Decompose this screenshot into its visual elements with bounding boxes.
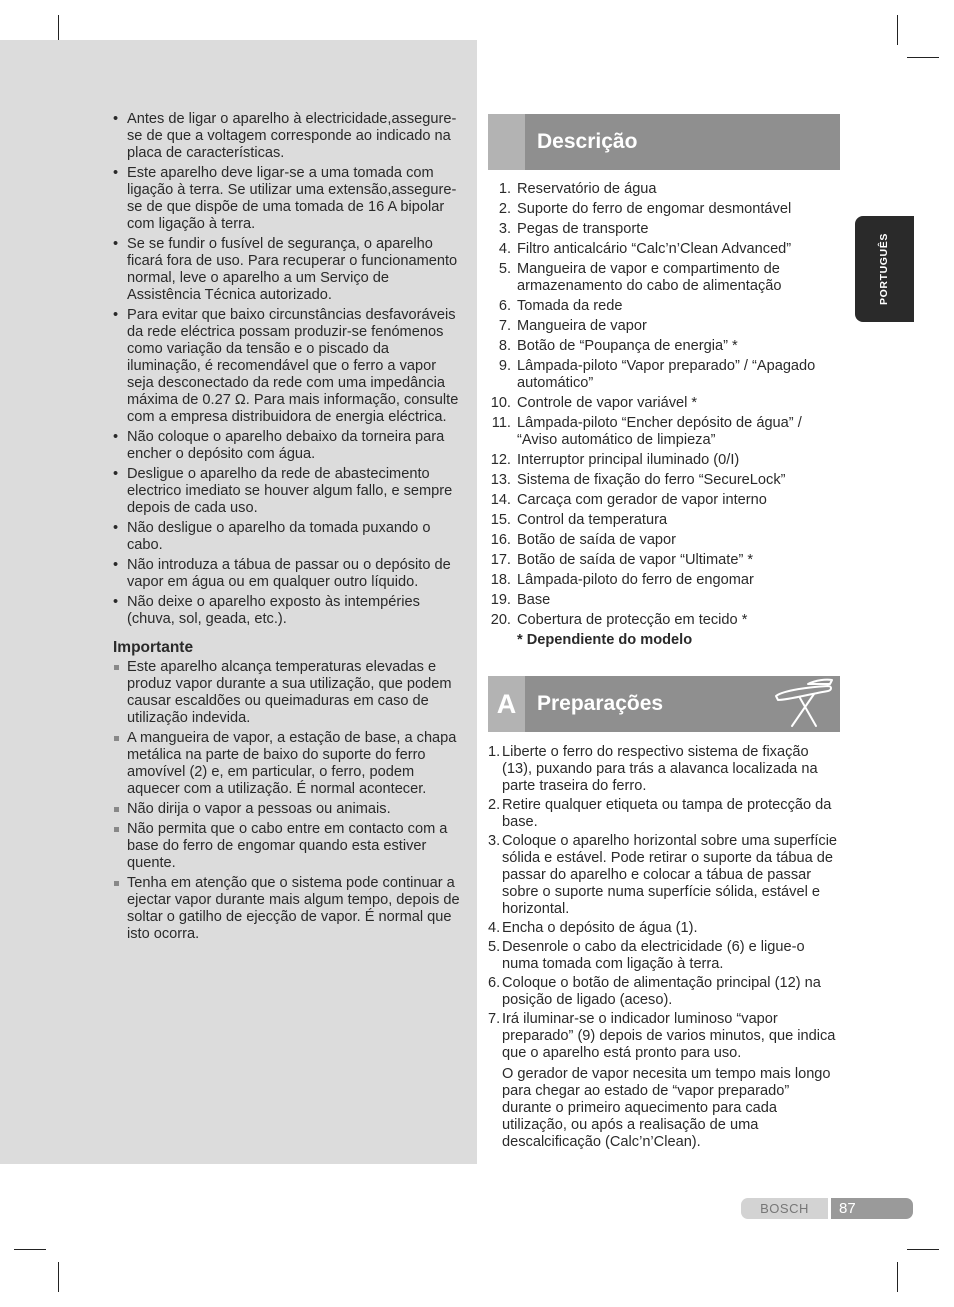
list-item: 10. Controle de vapor variável * bbox=[490, 395, 698, 411]
list-item: 18. Lâmpada-piloto do ferro de engomar bbox=[490, 572, 754, 588]
section-letter: A bbox=[488, 676, 525, 732]
crop-mark bbox=[14, 1249, 46, 1250]
list-item: 15. Control da temperatura bbox=[490, 512, 668, 528]
safety-bullet: • Não desligue o aparelho da tomada puxando o cabo. bbox=[112, 520, 466, 554]
list-item: 6. Tomada da rede bbox=[498, 298, 623, 314]
safety-bullet: • Se se fundir o fusível de segurança, o aparelho ficará fora de uso. Para recuperar o funcionamento normal, leve o aparelho a um Serviço de Assistência Técnica autorizado. bbox=[112, 236, 466, 304]
list-item: 5. Mangueira de vapor e compartimento de armazenamento do cabo de alimentação bbox=[498, 261, 782, 294]
preparacoes-title: Preparações bbox=[537, 692, 664, 715]
important-item: Tenha em atenção que o sistema pode continuar a ejectar vapor durante mais algum tempo, depois de soltar o gatilho de ejecção de vapor. É normal que isto ocorra. bbox=[112, 875, 466, 943]
list-item: 16. Botão de saída de vapor bbox=[490, 532, 677, 548]
important-item: Este aparelho alcança temperaturas elevadas e produz vapor durante a sua utilização, que podem causar escaldões ou queimaduras em caso de utilização indevida. bbox=[112, 659, 466, 727]
important-item: Não dirija o vapor a pessoas ou animais. bbox=[112, 801, 466, 818]
safety-instructions bbox=[112, 111, 466, 946]
step-item: 2. Retire qualquer etiqueta ou tampa de protecção da base. bbox=[488, 797, 832, 830]
language-tab bbox=[855, 216, 914, 322]
preparation-steps bbox=[488, 744, 842, 1153]
crop-mark bbox=[897, 1262, 898, 1292]
important-item: A mangueira de vapor, a estação de base, a chapa metálica na parte de baixo do suporte do ferro amovível (2) e, em particular, o ferro, podem aquecer com a utilização. É normal acontecer. bbox=[112, 730, 466, 798]
crop-mark bbox=[907, 1249, 939, 1250]
list-item: 1. Reservatório de água bbox=[498, 181, 657, 197]
crop-mark bbox=[58, 1262, 59, 1292]
list-item: 19. Base bbox=[490, 592, 551, 608]
preparacoes-header bbox=[488, 676, 840, 732]
safety-bullet: • Para evitar que baixo circunstâncias desfavoráveis da rede eléctrica possam produzir-se fenómenos como variação da tensão e o piscado da iluminação, é recomendável que o ferro a vapor seja desconectado da rede com uma impedância máxima de 0.27 Ω. Para mais informação, consulte com a empresa distribuidora de energia eléctrica. bbox=[112, 307, 466, 426]
safety-bullet: • Não introduza a tábua de passar ou o depósito de vapor em água ou em qualquer outro líquido. bbox=[112, 557, 466, 591]
list-item: 14. Carcaça com gerador de vapor interno bbox=[490, 492, 767, 508]
safety-bullet: • Este aparelho deve ligar-se a uma tomada com ligação à terra. Se utilizar uma extensão,assegure-se de que dispõe de uma tomada de 16 A bipolar com ligação à terra. bbox=[112, 165, 466, 233]
model-note: * Dependiente do modelo bbox=[517, 632, 693, 648]
important-item: Não permita que o cabo entre em contacto com a base do ferro de engomar quando esta estiver quente. bbox=[112, 821, 466, 872]
descricao-header bbox=[488, 114, 840, 170]
list-item: 13. Sistema de fixação do ferro “SecureLock” bbox=[490, 472, 786, 488]
brand-label: BOSCH bbox=[741, 1198, 828, 1219]
list-item: 9. Lâmpada-piloto “Vapor preparado” / “Apagado automático” bbox=[498, 358, 816, 391]
descricao-title: Descrição bbox=[537, 130, 638, 153]
ironing-board-icon bbox=[770, 678, 838, 730]
safety-bullet: • Não deixe o aparelho exposto às intempéries (chuva, sol, geada, etc.). bbox=[112, 594, 466, 628]
safety-bullet: • Não coloque o aparelho debaixo da torneira para encher o depósito com água. bbox=[112, 429, 466, 463]
list-item: 17. Botão de saída de vapor “Ultimate” * bbox=[490, 552, 754, 568]
list-item: 12. Interruptor principal iluminado (0/I) bbox=[490, 452, 740, 468]
descricao-header-tab bbox=[488, 114, 525, 170]
list-item: 7. Mangueira de vapor bbox=[498, 318, 647, 334]
list-item: 3. Pegas de transporte bbox=[498, 221, 649, 237]
step-item: 6. Coloque o botão de alimentação principal (12) na posição de ligado (aceso). bbox=[488, 975, 821, 1008]
list-item: 11. Lâmpada-piloto “Encher depósito de água” / “Aviso automático de limpieza” bbox=[491, 415, 802, 448]
crop-mark bbox=[897, 15, 898, 45]
step-note: O gerador de vapor necesita um tempo mais longo para chegar ao estado de “vapor preparado” durante o primeiro aquecimento para cada utilização, ou após a realisação de uma descalcificação (Calc’n’Clean). bbox=[502, 1066, 831, 1150]
step-item: 5. Desenrole o cabo da electricidade (6) e ligue-o numa tomada com ligação à terra. bbox=[488, 939, 805, 972]
safety-bullet: • Antes de ligar o aparelho à electricidade,assegure-se de que a voltagem corresponde ao indicado na placa de características. bbox=[112, 111, 466, 162]
step-item: 4. Encha o depósito de água (1). bbox=[488, 920, 698, 936]
list-item: 4. Filtro anticalcário “Calc’n’Clean Advanced” bbox=[498, 241, 792, 257]
step-item: 1. Liberte o ferro do respectivo sistema de fixação (13), puxando para trás a alavanca localizada na parte traseira do ferro. bbox=[488, 744, 818, 794]
step-item: 3. Coloque o aparelho horizontal sobre uma superfície sólida e estável. Pode retirar o suporte da tábua de passar do aparelho e colocar a tábua de passar sobre o suporte numa superfície sólida, estável e horizontal. bbox=[488, 833, 838, 917]
safety-bullet: • Desligue o aparelho da rede de abastecimento electrico imediato se houver algum fallo, e sempre depois de cada uso. bbox=[112, 466, 466, 517]
page-number: 87 bbox=[831, 1198, 913, 1219]
list-item: 8. Botão de “Poupança de energia” * bbox=[498, 338, 738, 354]
parts-list bbox=[488, 181, 843, 652]
language-label: PORTUGUÊS bbox=[878, 233, 890, 305]
important-heading: Importante bbox=[113, 639, 194, 656]
step-item: 7. Irá iluminar-se o indicador luminoso “vapor preparado” (9) depois de varios minutos, que indica que o aparelho está pronto para uso. O gerador de vapor necesita um tempo mais longo para chegar ao estado de “vapor preparado” durante o primeiro aquecimento para cada utilização, ou após a realisação de uma descalcificação (Calc’n’Clean). bbox=[488, 1011, 842, 1151]
crop-mark bbox=[907, 57, 939, 58]
list-item: 2. Suporte do ferro de engomar desmontável bbox=[498, 201, 792, 217]
list-item: 20. Cobertura de protecção em tecido * bbox=[490, 612, 748, 628]
